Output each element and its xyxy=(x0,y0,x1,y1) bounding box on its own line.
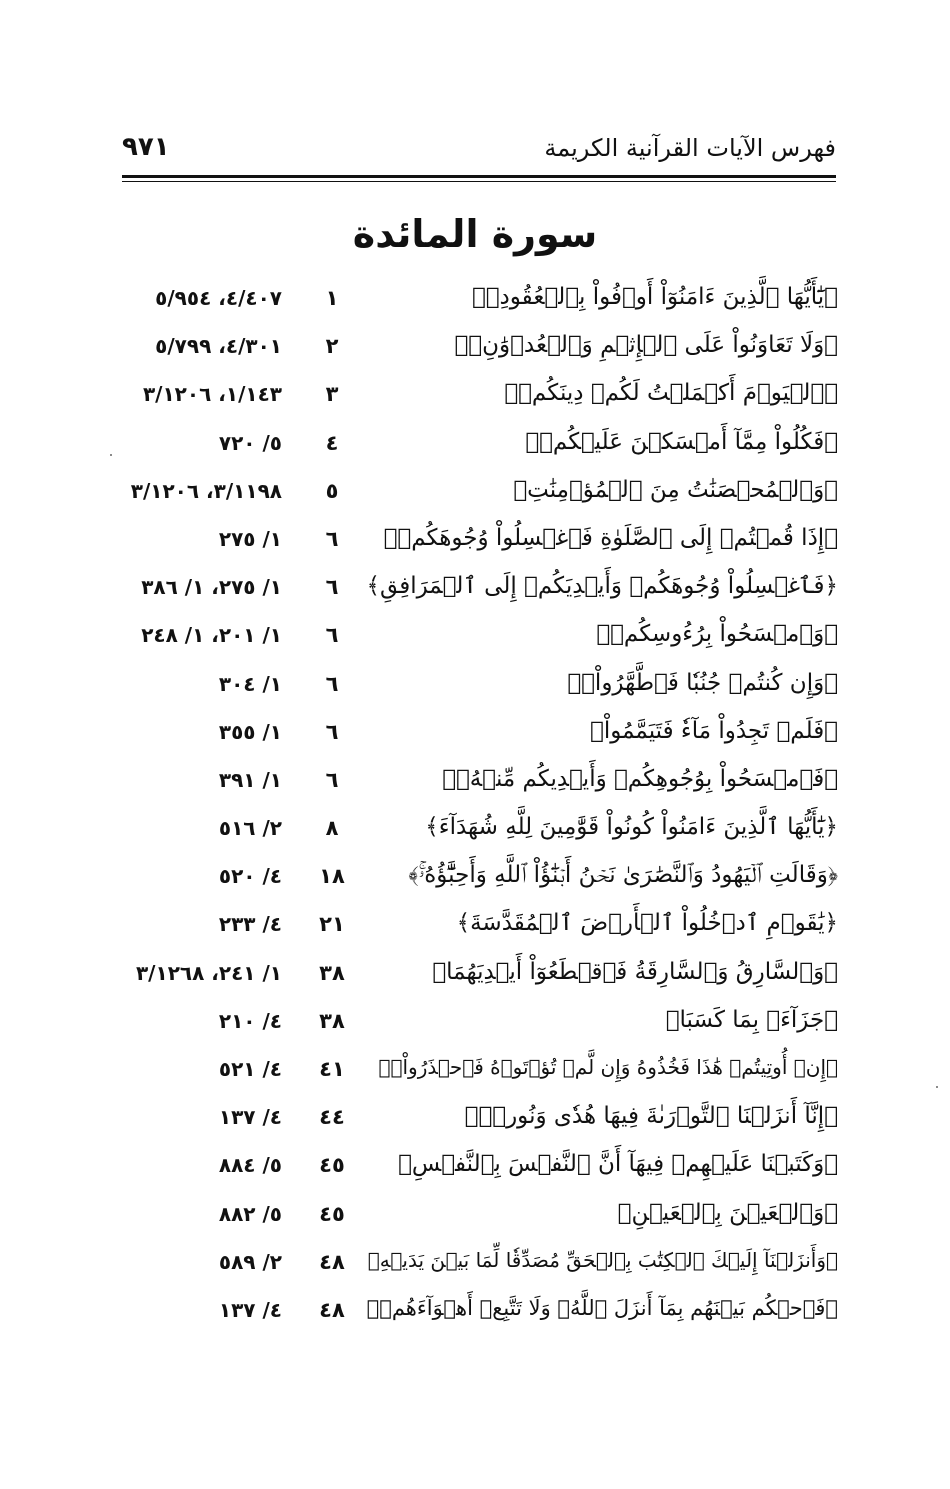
verse-text: ﴿يَٰٓأَيُّهَا ٱلَّذِينَ ءَامَنُوٓاْ أَوۡفُواْ بِٱلۡعُقُودِۚ﴾ xyxy=(471,284,838,310)
verse-index-list xyxy=(122,284,838,1344)
ayah-number: ٨ xyxy=(325,816,339,841)
page-reference: ٥/ ٨٨٢ xyxy=(218,1201,282,1226)
ayah-number: ٣٨ xyxy=(319,1008,345,1033)
index-row xyxy=(122,573,838,621)
surah-title: سورة المائدة xyxy=(352,212,598,256)
page-reference: ٤/ ١٣٧ xyxy=(218,1297,282,1322)
page-reference: ١/ ٢٤١، ٣/١٢٦٨ xyxy=(135,960,282,985)
index-row xyxy=(122,477,838,525)
scan-speck xyxy=(936,1086,938,1088)
header-rule-thick xyxy=(122,175,836,178)
running-title: فهرس الآيات القرآنية الكريمة xyxy=(544,134,836,162)
index-row xyxy=(122,380,838,428)
page-reference: ٥/ ٨٨٤ xyxy=(218,1153,282,1178)
verse-text: ﴿يَٰٓأَيُّهَا ٱلَّذِينَ ءَامَنُواْ كُونُواْ قَوَّٰمِينَ لِلَّهِ شُهَدَآءَ﴾ xyxy=(425,814,838,841)
header-rule-thin xyxy=(122,181,836,182)
page-reference: ٤/ ١٣٧ xyxy=(218,1105,282,1130)
index-row xyxy=(122,1103,838,1151)
index-row xyxy=(122,1248,838,1296)
verse-text: ﴿وَأَنزَلۡنَآ إِلَيۡكَ ٱلۡكِتَٰبَ بِٱلۡحَقِّ مُصَدِّقٗا لِّمَا بَيۡنَ يَدَيۡهِ﴾ xyxy=(367,1247,838,1272)
index-row xyxy=(122,332,838,380)
ayah-number: ٦ xyxy=(325,767,339,792)
verse-text: ﴿وَقَالَتِ ٱلۡيَهُودُ وَٱلنَّصَٰرَىٰ نَحۡنُ أَبۡنَٰٓؤُاْ ٱللَّهِ وَأَحِبَّٰٓؤُهُۥۚ﴾ xyxy=(408,862,838,889)
page-number: ٩٧١ xyxy=(122,132,170,162)
page-reference: ٣/١١٩٨، ٣/١٢٠٦ xyxy=(130,478,282,503)
verse-text: ﴿ٱلۡيَوۡمَ أَكۡمَلۡتُ لَكُمۡ دِينَكُمۡ﴾ xyxy=(504,380,838,407)
verse-text: ﴿إِذَا قُمۡتُمۡ إِلَى ٱلصَّلَوٰةِ فَٱغۡسِلُواْ وُجُوهَكُمۡ﴾ xyxy=(383,524,838,551)
page-reference: ٤/٣٠١، ٥/٧٩٩ xyxy=(155,334,282,359)
index-row xyxy=(122,1055,838,1103)
index-row xyxy=(122,1151,838,1199)
verse-text: ﴿إِنَّآ أَنزَلۡنَا ٱلتَّوۡرَىٰةَ فِيهَا هُدٗى وَنُورٞۚ﴾ xyxy=(464,1103,838,1130)
ayah-number: ٤٥ xyxy=(319,1201,345,1226)
ayah-number: ٤٤ xyxy=(319,1105,345,1130)
index-row xyxy=(122,284,838,332)
verse-text: ﴿جَزَآءَۢ بِمَا كَسَبَا﴾ xyxy=(665,1006,838,1033)
page-reference: ١/ ٢٧٥ xyxy=(218,526,282,551)
ayah-number: ١ xyxy=(325,286,339,310)
page-reference: ٤/ ٢١٠ xyxy=(218,1008,282,1033)
ayah-number: ٢ xyxy=(325,334,339,359)
ayah-number: ٦ xyxy=(325,526,339,551)
index-row xyxy=(122,814,838,862)
ayah-number: ٤٨ xyxy=(319,1249,345,1274)
verse-text: ﴿يَٰقَوۡمِ ٱدۡخُلُواْ ٱلۡأَرۡضَ ٱلۡمُقَدَّسَةَ﴾ xyxy=(456,910,838,937)
ayah-number: ٦ xyxy=(325,719,339,744)
verse-text: ﴿وَٱلۡعَيۡنَ بِٱلۡعَيۡنِ﴾ xyxy=(617,1199,838,1226)
ayah-number: ٦ xyxy=(325,575,339,600)
verse-text: ﴿وَلَا تَعَاوَنُواْ عَلَى ٱلۡإِثۡمِ وَٱلۡعُدۡوَٰنِۚ﴾ xyxy=(454,332,838,359)
ayah-number: ٢١ xyxy=(319,912,345,937)
ayah-number: ٤٥ xyxy=(319,1153,345,1178)
index-row xyxy=(122,429,838,477)
verse-text: ﴿فَٱغۡسِلُواْ وُجُوهَكُمۡ وَأَيۡدِيَكُمۡ إِلَى ٱلۡمَرَافِقِ﴾ xyxy=(366,573,838,600)
page-reference: ١/١٤٣، ٣/١٢٠٦ xyxy=(142,382,282,407)
scan-speck xyxy=(110,454,112,456)
index-row xyxy=(122,766,838,814)
ayah-number: ٤٨ xyxy=(319,1297,345,1322)
verse-text: ﴿فَٱحۡكُم بَيۡنَهُم بِمَآ أَنزَلَ ٱللَّهُۖ وَلَا تَتَّبِعۡ أَهۡوَآءَهُمۡ﴾ xyxy=(366,1295,838,1320)
verse-text: ﴿وَكَتَبۡنَا عَلَيۡهِمۡ فِيهَآ أَنَّ ٱلنَّفۡسَ بِٱلنَّفۡسِ﴾ xyxy=(398,1151,838,1178)
verse-text: ﴿وَٱلۡمُحۡصَنَٰتُ مِنَ ٱلۡمُؤۡمِنَٰتِ﴾ xyxy=(513,476,838,503)
index-row xyxy=(122,959,838,1007)
index-row xyxy=(122,718,838,766)
page-header xyxy=(122,130,836,170)
page-reference: ٤/ ٥٢١ xyxy=(218,1057,282,1081)
page-reference: ٤/٤٠٧، ٥/٩٥٤ xyxy=(155,286,282,310)
index-row xyxy=(122,1296,838,1344)
page-reference: ٥/ ٧٢٠ xyxy=(218,430,282,455)
verse-text: ﴿وَإِن كُنتُمۡ جُنُبٗا فَٱطَّهَّرُواْۚ﴾ xyxy=(567,669,838,696)
page-reference: ٢/ ٥١٦ xyxy=(218,816,282,841)
verse-text: ﴿وَٱلسَّارِقُ وَٱلسَّارِقَةُ فَٱقۡطَعُوٓاْ أَيۡدِيَهُمَا﴾ xyxy=(432,958,838,985)
page-reference: ١/ ٣٥٥ xyxy=(218,719,282,744)
page-reference: ١/ ٣٠٤ xyxy=(218,671,282,696)
ayah-number: ٣ xyxy=(325,382,339,407)
index-row xyxy=(122,621,838,669)
ayah-number: ١٨ xyxy=(319,864,345,889)
ayah-number: ٦ xyxy=(325,623,339,648)
ayah-number: ٤١ xyxy=(319,1057,345,1081)
page-reference: ١/ ٣٩١ xyxy=(218,767,282,792)
ayah-number: ٦ xyxy=(325,671,339,696)
ayah-number: ٥ xyxy=(325,478,339,503)
index-row xyxy=(122,525,838,573)
index-row xyxy=(122,1200,838,1248)
page-reference: ٤/ ٢٣٣ xyxy=(218,912,282,937)
verse-text: ﴿فَلَمۡ تَجِدُواْ مَآءٗ فَتَيَمَّمُواْ﴾ xyxy=(590,717,838,744)
page-reference: ١/ ٢٠١، ١/ ٢٤٨ xyxy=(141,623,282,648)
index-row xyxy=(122,670,838,718)
index-row xyxy=(122,1007,838,1055)
page-reference: ٢/ ٥٨٩ xyxy=(218,1249,282,1274)
index-row xyxy=(122,910,838,958)
ayah-number: ٣٨ xyxy=(319,960,345,985)
verse-text: ﴿وَٱمۡسَحُواْ بِرُءُوسِكُمۡ﴾ xyxy=(596,621,838,648)
verse-text: ﴿فَٱمۡسَحُواْ بِوُجُوهِكُمۡ وَأَيۡدِيكُم مِّنۡهُۚ﴾ xyxy=(442,765,838,792)
verse-text: ﴿فَكُلُواْ مِمَّآ أَمۡسَكۡنَ عَلَيۡكُمۡ﴾ xyxy=(525,428,838,455)
page-reference: ٤/ ٥٢٠ xyxy=(218,864,282,889)
ayah-number: ٤ xyxy=(325,430,339,455)
page-reference: ١/ ٢٧٥، ١/ ٣٨٦ xyxy=(141,575,282,600)
index-row xyxy=(122,862,838,910)
verse-text: ﴿إِنۡ أُوتِيتُمۡ هَٰذَا فَخُذُوهُ وَإِن لَّمۡ تُؤۡتَوۡهُ فَٱحۡذَرُواْۚ﴾ xyxy=(378,1055,838,1079)
